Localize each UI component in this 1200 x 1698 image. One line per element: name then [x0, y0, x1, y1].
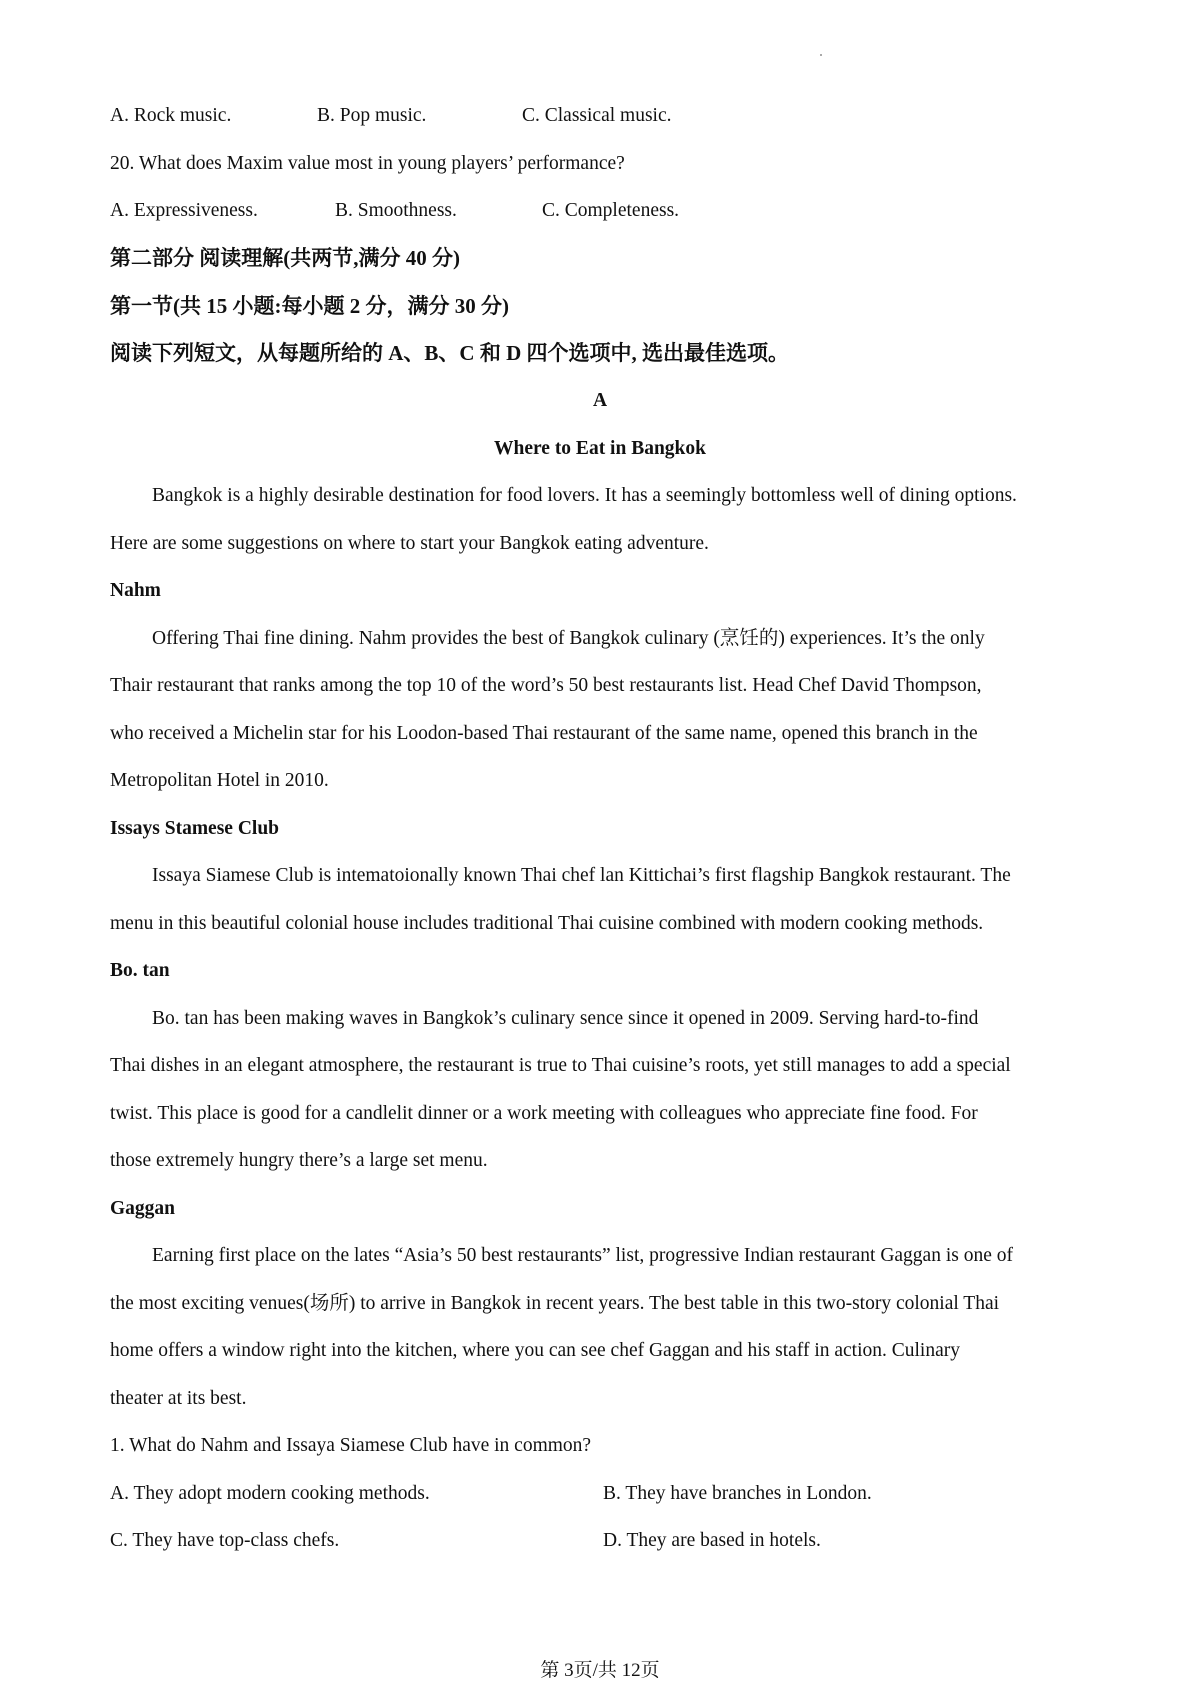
paragraph-line: home offers a window right into the kitchen, where you can see chef Gaggan and his staff in action. Culinary — [110, 1340, 960, 1361]
q19-option-c[interactable]: C. Classical music. — [522, 105, 672, 126]
q19-option-b[interactable]: B. Pop music. — [317, 105, 427, 126]
instruction: 阅读下列短文，从每题所给的 A、B、C 和 D 四个选项中, 选出最佳选项。 — [110, 341, 790, 365]
section-heading-nahm: Nahm — [110, 580, 161, 601]
paragraph-line: Earning first place on the lates “Asia’s 50 best restaurants” list, progressive Indian restaurant Gaggan is one of — [152, 1245, 1013, 1266]
paragraph-line: theater at its best. — [110, 1388, 247, 1409]
q1-option-d[interactable]: D. They are based in hotels. — [603, 1530, 821, 1551]
paragraph-line: Offering Thai fine dining. Nahm provides the best of Bangkok culinary (烹饪的) experiences. It’s the only — [152, 628, 985, 649]
q20-option-a[interactable]: A. Expressiveness. — [110, 200, 258, 221]
paragraph-line: Bo. tan has been making waves in Bangkok’s culinary sence since it opened in 2009. Serving hard-to-find — [152, 1008, 979, 1029]
q1-option-c[interactable]: C. They have top-class chefs. — [110, 1530, 340, 1551]
paragraph-line: those extremely hungry there’s a large set menu. — [110, 1150, 488, 1171]
paragraph-line: Thair restaurant that ranks among the top 10 of the word’s 50 best restaurants list. Head Chef David Thompson, — [110, 675, 982, 696]
part-title: 第二部分 阅读理解(共两节,满分 40 分) — [110, 246, 460, 270]
q19-option-a[interactable]: A. Rock music. — [110, 105, 232, 126]
intro-line: Bangkok is a highly desirable destination for food lovers. It has a seemingly bottomless well of dining options. — [152, 485, 1017, 506]
page-number: 第 3页/共 12页 — [540, 1660, 660, 1681]
intro-line: Here are some suggestions on where to start your Bangkok eating adventure. — [110, 533, 709, 554]
section-heading-gaggan: Gaggan — [110, 1198, 176, 1219]
scan-dot — [820, 54, 822, 56]
paragraph-line: Thai dishes in an elegant atmosphere, the restaurant is true to Thai cuisine’s roots, yet still manages to add a special — [110, 1055, 1011, 1076]
q20-question: 20. What does Maxim value most in young players’ performance? — [110, 153, 625, 174]
q20-option-c[interactable]: C. Completeness. — [542, 200, 680, 221]
paragraph-line: the most exciting venues(场所) to arrive in Bangkok in recent years. The best table in this two-story colonial Thai — [110, 1293, 1000, 1314]
q1-option-b[interactable]: B. They have branches in London. — [603, 1483, 872, 1504]
paragraph-line: twist. This place is good for a candlelit dinner or a work meeting with colleagues who appreciate fine food. For — [110, 1103, 978, 1124]
q1-option-a[interactable]: A. They adopt modern cooking methods. — [110, 1483, 430, 1504]
passage-letter: A — [592, 390, 608, 411]
paragraph-line: menu in this beautiful colonial house includes traditional Thai cuisine combined with modern cooking methods. — [110, 913, 984, 934]
paragraph-line: Metropolitan Hotel in 2010. — [110, 770, 329, 791]
passage-title: Where to Eat in Bangkok — [493, 438, 706, 459]
paragraph-line: who received a Michelin star for his Loodon-based Thai restaurant of the same name, opened this branch in the — [110, 723, 978, 744]
paragraph-line: Issaya Siamese Club is intematoionally known Thai chef lan Kittichai’s first flagship Bangkok restaurant. The — [152, 865, 1011, 886]
section-heading-issaya: Issays Stamese Club — [110, 818, 280, 839]
subsection-title: 第一节(共 15 小题:每小题 2 分，满分 30 分) — [110, 294, 509, 318]
q20-option-b[interactable]: B. Smoothness. — [335, 200, 457, 221]
section-heading-botan: Bo. tan — [110, 960, 170, 981]
q1-question: 1. What do Nahm and Issaya Siamese Club have in common? — [110, 1435, 592, 1456]
